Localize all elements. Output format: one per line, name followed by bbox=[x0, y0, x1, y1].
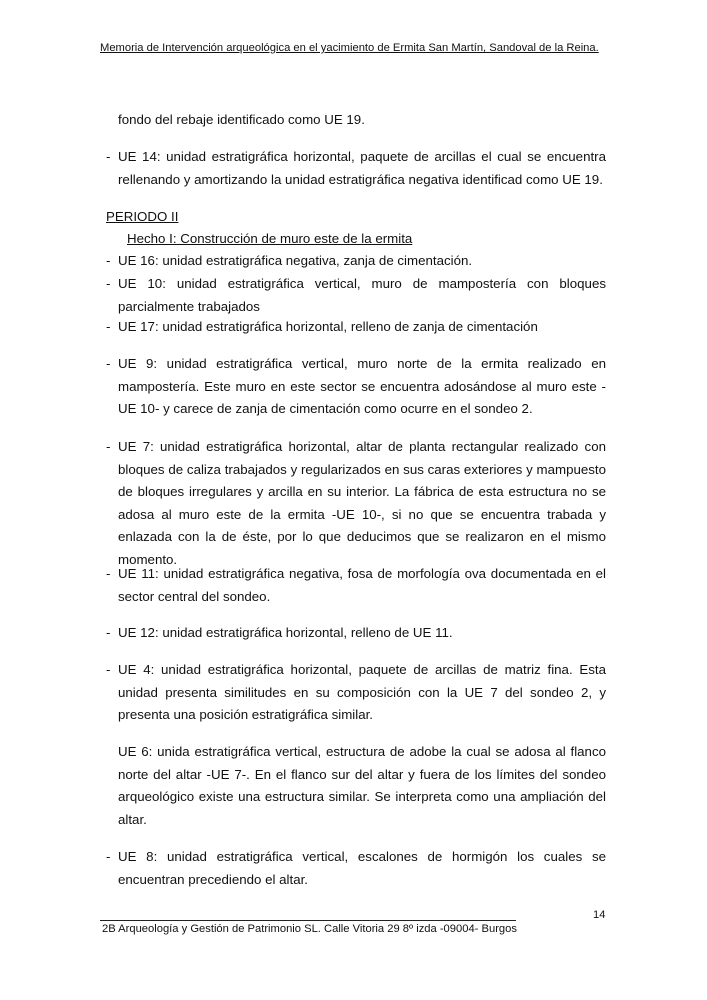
bullet-dash: - bbox=[106, 566, 111, 581]
bullet-dash: - bbox=[106, 276, 111, 291]
item-text: UE 9: unidad estratigráfica vertical, muro norte de la ermita realizado en mampostería. Este muro en este sector se encuentra adosándose al muro este -UE 10- y carece de zanja de cimentación como ocurre en el sondeo 2. bbox=[118, 356, 606, 416]
page-number: 14 bbox=[593, 909, 606, 921]
section-heading-periodo: PERIODO II bbox=[106, 209, 179, 224]
list-item-ue10 bbox=[106, 273, 606, 318]
bullet-dash: - bbox=[106, 356, 111, 371]
running-header: Memoria de Intervención arqueológica en el yacimiento de Ermita San Martín, Sandoval de la Reina. bbox=[100, 42, 599, 54]
item-text: UE 10: unidad estratigráfica vertical, muro de mampostería con bloques parcialmente trabajados bbox=[118, 276, 606, 314]
continuation-paragraph: fondo del rebaje identificado como UE 19. bbox=[118, 112, 365, 127]
list-item-ue11 bbox=[106, 563, 606, 608]
item-text: UE 17: unidad estratigráfica horizontal, relleno de zanja de cimentación bbox=[118, 319, 538, 334]
item-text: UE 14: unidad estratigráfica horizontal, paquete de arcillas el cual se encuentra rellenando y amortizando la unidad estratigráfica negativa identificad como UE 19. bbox=[118, 149, 606, 187]
item-text: UE 11: unidad estratigráfica negativa, fosa de morfología ova documentada en el sector central del sondeo. bbox=[118, 566, 606, 604]
running-footer: 2B Arqueología y Gestión de Patrimonio SL. Calle Vitoria 29 8º izda -09004- Burgos bbox=[102, 923, 517, 935]
item-text: UE 12: unidad estratigráfica horizontal, relleno de UE 11. bbox=[118, 625, 453, 640]
list-item-ue8 bbox=[106, 846, 606, 891]
subsection-heading-hecho: Hecho I: Construcción de muro este de la ermita bbox=[127, 231, 413, 246]
paragraph-ue6: UE 6: unida estratigráfica vertical, estructura de adobe la cual se adosa al flanco norte del altar -UE 7-. En el flanco sur del altar y fuera de los límites del sondeo arqueológico existe una estructura similar. Se interpreta como una ampliación del altar. bbox=[118, 744, 606, 827]
list-item-ue14 bbox=[106, 146, 606, 191]
list-item-ue4 bbox=[106, 659, 606, 727]
bullet-dash: - bbox=[106, 849, 111, 864]
list-item-ue17 bbox=[106, 316, 606, 339]
bullet-dash: - bbox=[106, 253, 111, 268]
bullet-dash: - bbox=[106, 319, 111, 334]
list-item-ue12 bbox=[106, 622, 606, 645]
bullet-dash: - bbox=[106, 662, 111, 677]
item-text: UE 4: unidad estratigráfica horizontal, paquete de arcillas de matriz fina. Esta unidad presenta similitudes en su composición con la UE 7 del sondeo 2, y presenta una posición estratigráfica similar. bbox=[118, 662, 606, 722]
bullet-dash: - bbox=[106, 625, 111, 640]
bullet-dash: - bbox=[106, 149, 111, 164]
list-item-ue9 bbox=[106, 353, 606, 421]
list-item-ue7 bbox=[106, 436, 606, 571]
item-text: UE 8: unidad estratigráfica vertical, escalones de hormigón los cuales se encuentran precediendo el altar. bbox=[118, 849, 606, 887]
item-text: UE 7: unidad estratigráfica horizontal, altar de planta rectangular realizado con bloques de caliza trabajados y regularizados en sus caras exteriores y mampuesto de bloques irregulares y arcilla en su interior. La fábrica de esta estructura no se adosa al muro este de la ermita -UE 10-, si no que se encuentra trabada y enlazada con la de éste, por lo que deducimos que se realizaron en el mismo momento. bbox=[118, 439, 606, 567]
bullet-dash: - bbox=[106, 439, 111, 454]
footer-divider bbox=[100, 920, 516, 921]
list-item-ue16 bbox=[106, 250, 606, 273]
item-text: UE 16: unidad estratigráfica negativa, zanja de cimentación. bbox=[118, 253, 473, 268]
